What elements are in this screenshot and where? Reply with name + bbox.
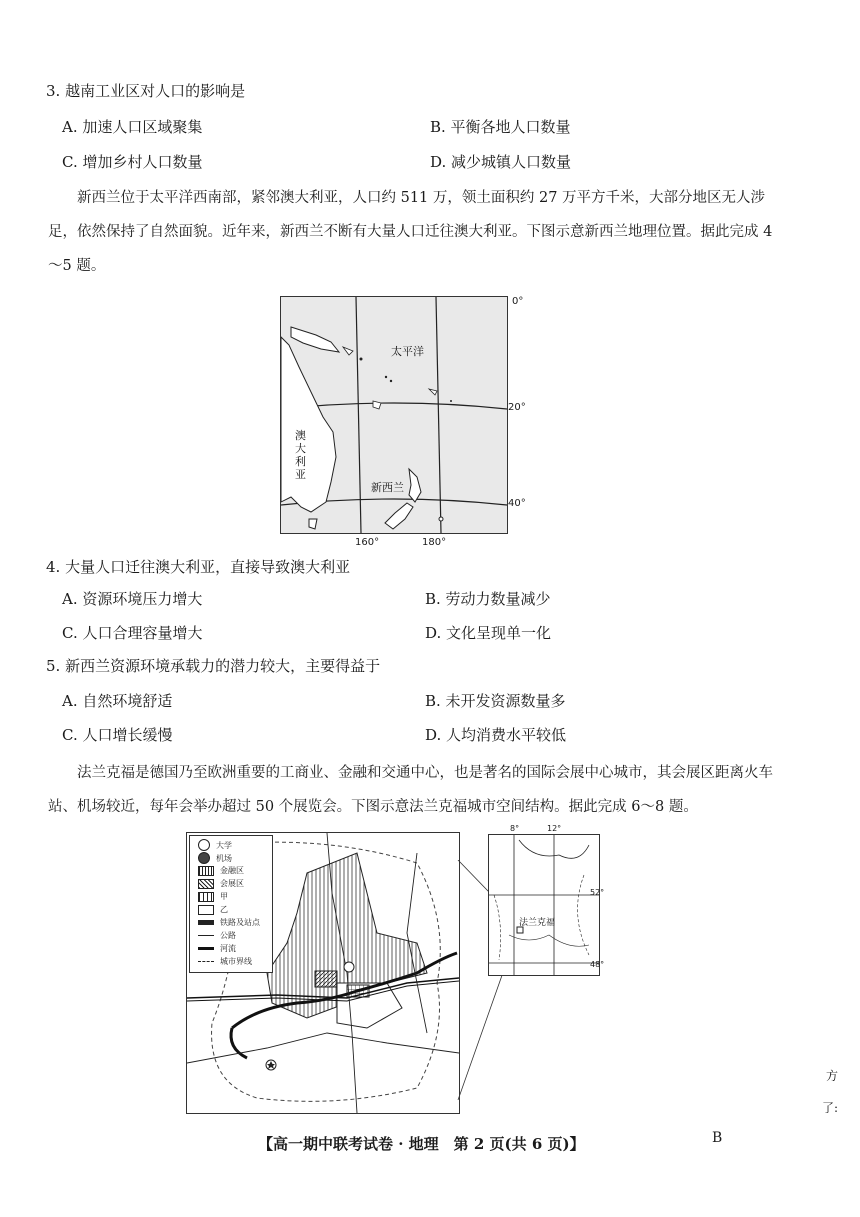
legend-jia: 甲 [198, 891, 228, 902]
legend-river: 河流 [198, 943, 236, 954]
q4-stem: 4. 大量人口迁往澳大利亚，直接导致澳大利亚 [46, 558, 351, 576]
inset-lon-8: 8° [510, 824, 520, 833]
lat-20-label: 20° [508, 402, 526, 413]
q5-option-d: D. 人均消费水平较低 [425, 726, 567, 744]
lat-0-label: 0° [512, 296, 524, 307]
q3-option-c: C. 增加乡村人口数量 [62, 153, 203, 171]
legend-railway: 铁路及站点 [198, 917, 260, 928]
map-legend [189, 835, 273, 973]
q4-option-c: C. 人口合理容量增大 [62, 624, 203, 642]
legend-yi: 乙 [198, 904, 228, 915]
q4-option-d: D. 文化呈现单一化 [425, 624, 552, 642]
q4-option-b: B. 劳动力数量减少 [425, 590, 551, 608]
legend-university: 大学 [198, 839, 232, 851]
q3-option-d: D. 减少城镇人口数量 [430, 153, 572, 171]
q3-option-b: B. 平衡各地人口数量 [430, 118, 571, 136]
q5-option-a: A. 自然环境舒适 [62, 692, 173, 710]
passage-frankfurt: 法兰克福是德国乃至欧洲重要的工商业、金融和交通中心，也是著名的国际会展中心城市，其会展区距离火车站、机场较近，每年会举办超过 50 个展览会。下图示意法兰克福城市空间结构。据此完成 6～8 题。 [48, 765, 773, 815]
corner-label: B [712, 1130, 723, 1146]
label-new-zealand: 新西兰 [371, 481, 404, 494]
q5-stem: 5. 新西兰资源环境承载力的潜力较大，主要得益于 [46, 657, 381, 675]
passage-new-zealand: 新西兰位于太平洋西南部，紧邻澳大利亚，人口约 511 万，领土面积约 27 万平方千米，大部分地区无人涉足，依然保持了自然面貌。近年来，新西兰不断有大量人口迁往澳大利亚。下图示意新西兰地理位置。据此完成 4～5 题。 [48, 190, 773, 274]
q5-option-c: C. 人口增长缓慢 [62, 726, 173, 744]
legend-city-boundary: 城市界线 [198, 956, 252, 967]
legend-financial: 金融区 [198, 865, 244, 876]
edge-text-2: 了: [822, 1101, 839, 1115]
map-graphic [281, 297, 507, 533]
germany-inset-map [488, 834, 600, 976]
inset-label-frankfurt: 法兰克福 [519, 918, 556, 928]
q4-option-a: A. 资源环境压力增大 [62, 590, 203, 608]
label-australia: 澳大利亚 [295, 429, 306, 481]
new-zealand-location-map [280, 296, 508, 534]
legend-road: 公路 [198, 930, 236, 941]
inset-lat-52: 52° [590, 888, 605, 897]
q3-stem: 3. 越南工业区对人口的影响是 [46, 82, 246, 100]
frankfurt-structure-map [186, 832, 460, 1114]
inset-lon-12: 12° [547, 824, 562, 833]
page-footer: 【高一期中联考试卷 · 地理 第 2 页(共 6 页)】 [258, 1135, 585, 1153]
legend-airport: 机场 [198, 852, 232, 864]
legend-exhibition: 会展区 [198, 878, 244, 889]
lon-180-label: 180° [422, 537, 447, 548]
label-pacific-ocean: 太平洋 [391, 345, 424, 358]
inset-lat-48: 48° [590, 960, 605, 969]
q5-option-b: B. 未开发资源数量多 [425, 692, 566, 710]
edge-text-1: 方 [826, 1069, 839, 1083]
lat-40-label: 40° [508, 498, 526, 509]
q3-option-a: A. 加速人口区域聚集 [62, 118, 203, 136]
inset-graphic [489, 835, 599, 975]
lon-160-label: 160° [355, 537, 380, 548]
